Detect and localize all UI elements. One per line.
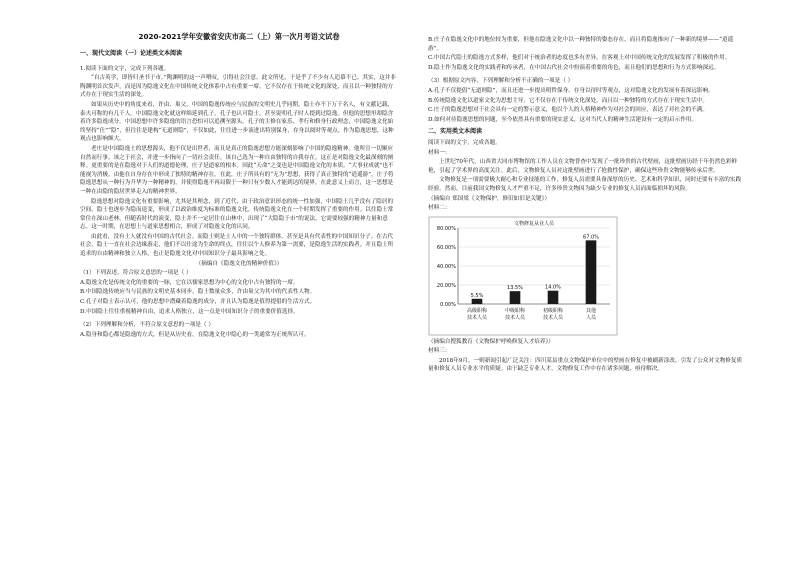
chart-x-tick-label: 人员: [585, 314, 597, 321]
chart-y-tick-label: 80.00%: [436, 225, 456, 232]
question-1-option-a: A.隐逸文化是传统文化的重要的一脉，它在以儒家思想为中心的文化中占有独特的一席。: [80, 279, 299, 286]
question-3-option-d: D.如何对待隐逸思想的问题，至今依然具有重要的现实意义，这对当代人的精神生活建设有一定的启示作用。: [428, 116, 697, 123]
question-2-option-b: B.庄子在隐逸文化中的地位较为重要，但他在隐逸文化中以一种独特的姿态存在，而且将隐逸推向了一种新的境界——“逍遥游”。: [428, 37, 734, 52]
chart-y-tick-label: 60.00%: [436, 244, 456, 251]
chart-x-tick-label: 其他: [585, 307, 597, 314]
chart-bar: [586, 240, 597, 304]
material-3-paragraph: 2018年9月，一则新闻引起广泛关注：四川某县重点文物保护单位中的壁画在修复中被刷新涂改，引发了公众对文物修复质量和修复人员专业水平的质疑。由于缺乏专业人才，文物修复工作中存在诸多问题，亟待解决。: [428, 357, 743, 373]
chart-x-tick-label: 技术人员: [466, 314, 488, 321]
material-2-source: （摘编自搜狐教育《文物保护呼唤修复人才培养》）: [428, 338, 554, 345]
chart-bar: [472, 298, 483, 303]
chart-y-tick-label: 40.00%: [436, 263, 456, 270]
question-2-option-c: C.中国古代隐士的隐逸方式多样，他们对于统治者的态度也多有差异，在客观上对中国传统文化的发展发挥了积极的作用。: [428, 55, 731, 62]
chart-x-tick-label: 技术人员: [504, 314, 526, 321]
paragraph-4: 隐逸思想对隐逸文化有重要影响，尤其是其理念，到了近代，由于政治意识形态的统一性加强，中国隐士几乎没有了隐居的空间。隐士也逐步为隐而退变，形成了以政治维度为标准的隐逸文化。传统隐逸文化在一个时期发挥了重要的作用。以往隐士常常住在深山老林，但随着时代的演变，隐士并不一定居住在山林中，出现了“大隐隐于市”的说法。它需要较强的精神力量和意志。这一时期，在思想上与道家思想相合，形成了对隐逸文化的认同。: [80, 198, 394, 231]
chart-x-tick-label: 技术人员: [542, 314, 564, 321]
paragraph-3: 老庄是中国隐逸士的思想源头，他不仅是出世者，而且是真正的隐逸思想方能深刻影响了中国的隐逸精神。他所宣一切顺应自然而行事。该之于社会，并进一步指向了一切社会责任。该自己选为一种自由独特的自我存在。这正是对隐逸文化最深刻的阐释。更重要的是在隐逸对于人们的道德伦理，庄子是道家的根本。因此“天命”之变也是中国隐逸文化的本质。“大事业成就”也不能视为消极。由他在自身存在中形成了独特的精神存在。在此，庄子所具有的“无为”思想，获得了真正独特的“逍遥游”。庄子将隐逸思想从一种行为升华为一种精神的，并使得隐逸不再局限于一种只有少数人才能到达的境界，在此意义上而言，这一思想是一种在由隐的隐居世界走入的精神世界。: [80, 145, 394, 195]
bar-chart: [428, 216, 618, 336]
question-1: （1）下列表述，符合原文意思的一项是（ ）: [80, 270, 192, 277]
question-3: （3）根据原文内容，下列理解和分析不正确的一项是（ ）: [428, 78, 574, 85]
section-heading-1: 一、现代文阅读（一）论述类文本阅读: [80, 50, 183, 57]
chart-x-tick-label: 初级职称: [542, 307, 564, 314]
material-1-paragraph-1: 上世纪70年代，山西省大同市博物馆的工作人员在文物普查中发现了一批珍贵的古代壁画，这批壁画历经千年仍然色彩鲜艳，引起了学术界的高度关注。此后，文物修复人员对这批壁画进行了抢救性保护，确保这些珍贵文物能够传承后世。: [428, 159, 737, 174]
chart-y-tick-label: 20.00%: [436, 282, 456, 289]
chart-title: 文物修复从业人员: [513, 220, 555, 227]
question-1-option-b: B.中国隐逸传统应当与民族的文明史基本同步，隐士数量众多，许由巢父为其中的代表性人物。: [80, 289, 316, 296]
question-1-option-d: D.中国隐士往往重视精神自由，追求人格独立，这一点是中国知识分子的重要价值选择。: [80, 308, 299, 315]
chart-data-label: 5.5%: [470, 292, 484, 299]
chart-data-label: 14.0%: [545, 284, 561, 291]
chart-data-label: 67.0%: [583, 234, 599, 241]
question-2: （2）下列理解和分析，不符合原文意思的一项是（ ）: [80, 322, 214, 329]
material-1-source: （摘编自 郑国梁《文物保护，修旧如旧是关键》）: [428, 195, 551, 202]
chart-bar: [510, 291, 521, 304]
right-column: [428, 36, 746, 375]
question-1-option-c: C.孔子对隐士表示认可，他的思想中潜藏着隐逸的成分，并且认为隐逸是值得提倡的生活方式。: [80, 299, 316, 306]
chart-bar: [548, 290, 559, 303]
question-3-option-c: C.庄子的隐逸思想对于社会具有一定的警示意义，他以个人的人格精神作为对社会的回应，表达了对社会的不满。: [428, 107, 708, 114]
paragraph-1: “自古英学，即皆归圣书于市。”陶渊明的这一声喟叹，引得社会注意。此文所见，于是乎了不少有人追慕不已。其实，这并非陶渊明首次发声，而是因为隐逸文化在中国传统文化体系中占有重要一席。它不仅存在于传统文化的深处，而且以一种独特的方式存在于现实生活的深处。: [80, 75, 396, 99]
chart-x-tick-label: 高级职称: [466, 307, 488, 314]
question-3-option-b: B.传统隐逸文化以道家文化为思想主导，它不仅存在于传统文化深处，而且以一种独特的方式存在于现实生活中。: [428, 97, 708, 104]
paragraph-5: 由此看，没有士人就没有中国的古代社会。而隐士则是士人中的一个独特群体。甚至是具有代表性的中国知识分子。在古代社会，隐士一直在社会边缘游走，他们不以仕途为生命的终点，往往以个人修养为第一需要，是隐逸生活的实践者。并且隐士所追求的自由精神和独立人格，也正是隐逸文化对中国知识分子最具影响之处。: [80, 233, 394, 258]
paragraph-2: 如果从历史中的角度来看，许由、巢父，中国的隐逸传统应与民族的文明史几乎同期。隐士亦不下万千名人，有文献记载，泰夫可称的有几千人。中国隐逸文化就这样绵延到孔子。孔子也认可隐士，甚至说明孔子时人提到过隐逸。但他的思想里却隐含着许多隐逸成分。中国思想中许多隐逸的语言恐怕可以追溯至源头。孔子的主修在家乐、孝行和修身行政理念，中国隐逸文化始终坚持“仕”“隐”，但往往是建构“无道则隐”，不仅如此，往往进一步演进出特别保身、存身以阅时等观点。作为隐逸思想，这种观点也影响颇大。: [80, 101, 394, 143]
material-1-heading: 材料一：: [428, 149, 451, 156]
chart-x-tick-label: 中级职称: [504, 307, 526, 314]
chart-y-tick-label: 0.00%: [440, 301, 456, 308]
question-intro: 1.阅读下面的文字，完成下列各题。: [80, 65, 170, 72]
bar-chart-svg: [428, 216, 618, 336]
material-1-paragraph-2: 文物修复是一项需要极大耐心和专业技能的工作，修复人员需要具备深厚的历史、艺术和科学知识，同时还要有丰富的实践经验。然而，目前我国文物修复人才严重不足，许多珍贵文物因为缺少专业的修复人员而面临损坏的风险。: [428, 177, 742, 192]
question-2-option-a: A.隐身和隐心都是隐逸的方式，但是从历史看，在隐逸文化中隐心的一类通常为正统所认可。: [80, 331, 310, 338]
question-2-option-d: D.隐士作为隐逸文化的实践者和传承者，在中国古代社会中扮演着重要的角色，而且他们的思想和行为方式影响深远。: [428, 64, 720, 71]
source-citation: （摘编自《隐逸文化的精神价值》）: [195, 260, 283, 267]
left-column: [80, 46, 398, 340]
page-title: 2020-2021学年安徽省安庆市高二（上）第一次月考语文试卷: [138, 32, 340, 41]
section-heading-2: 二、实用类文本阅读: [428, 128, 483, 136]
material-2-heading: 材料二：: [428, 205, 451, 212]
question-intro-2: 阅读下面的文字，完成各题。: [428, 139, 501, 146]
chart-data-label: 13.5%: [507, 284, 523, 291]
material-3-heading: 材料三：: [428, 348, 451, 355]
question-3-option-a: A.孔子不仅提倡“无道则隐”，而且还进一步提出明哲保身、存身以待时等观点，这对隐逸文化的发展有着深远影响。: [428, 87, 714, 94]
